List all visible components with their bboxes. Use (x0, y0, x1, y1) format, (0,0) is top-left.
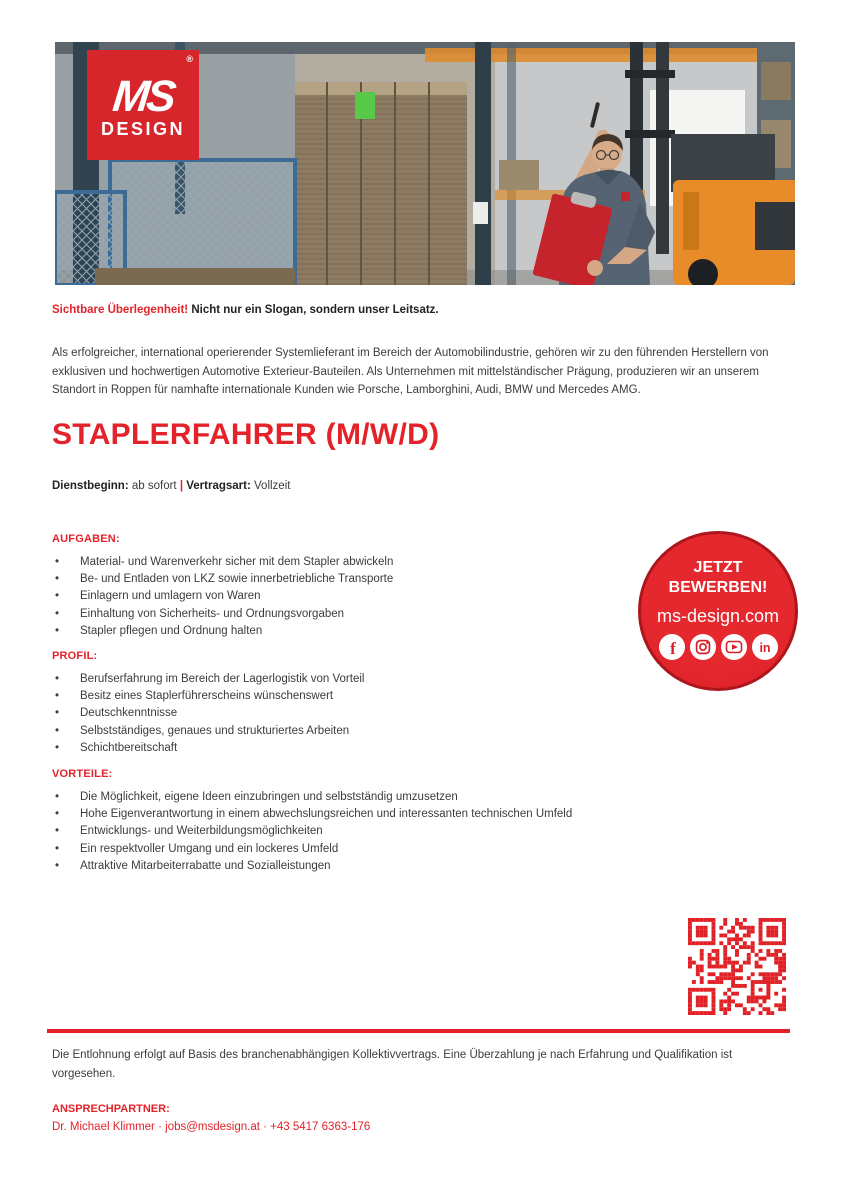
bullet-icon: • (55, 573, 60, 586)
header-photo (55, 42, 795, 285)
list-item-text: Hohe Eigenverantwortung in einem abwechslungsreichen und interessanten technischen Umfeld (80, 808, 573, 821)
list-item-text: Besitz eines Staplerführerscheins wünschenswert (80, 690, 334, 703)
contact-email[interactable]: jobs@msdesign.at (165, 1121, 260, 1133)
bullet-icon: • (55, 842, 60, 855)
bullet-list (52, 789, 632, 875)
list-item (52, 858, 632, 875)
list-item-text: Attraktive Mitarbeiterrabatte und Sozialleistungen (80, 859, 331, 872)
qr-code-image (688, 918, 786, 1015)
bullet-icon: • (55, 791, 60, 803)
list-item (52, 823, 632, 840)
contact-separator: · (263, 1121, 267, 1133)
bullet-icon: • (55, 690, 60, 703)
list-item-text: Selbstständiges, genaues und strukturiertes Arbeiten (80, 724, 350, 737)
list-item-text: Berufserfahrung im Bereich der Lagerlogistik von Vorteil (80, 673, 365, 685)
job-title: STAPLERFAHRER (M/W/D) (52, 418, 440, 451)
apply-now-badge[interactable] (638, 531, 798, 691)
website-link[interactable]: ms-design.com (656, 606, 780, 626)
list-item (52, 705, 632, 722)
list-item (52, 671, 632, 688)
list-item-text: Schichtbereitschaft (80, 741, 178, 754)
ms-design-logo (87, 50, 199, 160)
logo-wordmark-ms: MS (110, 71, 176, 121)
list-item-text: Material- und Warenverkehr sicher mit dem Stapler abwickeln (80, 556, 394, 568)
instagram-icon[interactable] (690, 634, 716, 660)
section-aufgaben (52, 533, 632, 640)
bullet-icon: • (55, 607, 60, 620)
contract-label: Vertragsart: (186, 480, 251, 492)
intro-line (52, 304, 798, 316)
youtube-icon[interactable] (721, 634, 747, 660)
bullet-list (52, 554, 632, 640)
list-item-text: Stapler pflegen und Ordnung halten (80, 624, 263, 637)
list-item-text: Entwicklungs- und Weiterbildungsmöglichkeiten (80, 825, 323, 838)
list-item (52, 806, 632, 823)
contact-name: Dr. Michael Klimmer (52, 1121, 155, 1133)
contract-value: Vollzeit (254, 480, 291, 492)
svg-text:f: f (669, 639, 676, 658)
list-item (52, 571, 632, 588)
bullet-icon: • (55, 590, 60, 603)
list-item (52, 623, 632, 640)
list-item-text: Die Möglichkeit, eigene Ideen einzubringen und selbstständig umzusetzen (80, 791, 458, 803)
start-value: ab sofort (131, 480, 177, 492)
footer-divider (47, 1029, 790, 1033)
intro-highlight: Sichtbare Überlegenheit! (52, 304, 189, 316)
section-profil (52, 650, 632, 757)
intro-slogan: Nicht nur ein Slogan, sondern unser Leitsatz. (191, 304, 439, 316)
section-heading: VORTEILE: (52, 768, 113, 780)
bullet-icon: • (55, 673, 60, 685)
job-meta-line (52, 480, 798, 492)
section-heading: AUFGABEN: (52, 533, 120, 545)
list-item-text: Be- und Entladen von LKZ sowie innerbetriebliche Transporte (80, 573, 394, 586)
bullet-icon: • (55, 859, 60, 872)
badge-line2: BEWERBEN! (668, 579, 768, 596)
bullet-icon: • (55, 624, 60, 637)
list-item (52, 688, 632, 705)
facebook-icon[interactable] (659, 634, 685, 660)
section-vorteile (52, 768, 632, 875)
contact-heading: ANSPRECHPARTNER: (52, 1103, 170, 1115)
linkedin-icon[interactable] (752, 634, 778, 660)
bullet-icon: • (55, 741, 60, 754)
company-paragraph: Als erfolgreicher, international operierender Systemlieferant im Bereich der Automobilindustrie, gehören wir zu den führenden Herstellern von exklusiven und hochwertigen Automotive Exterieur-Bauteilen. Als Unternehmen mit mittelständischer Prägung, produzieren wir an unserem Standort in Roppen für namhafte internationale Kunden wie Porsche, Lamborghini, Audi, BMW und Mercedes AMG. (52, 347, 769, 396)
qr-code (688, 918, 786, 1015)
logo-wordmark-design: DESIGN (100, 118, 185, 139)
list-item-text: Einlagern und umlagern von Waren (80, 590, 261, 603)
bullet-icon: • (55, 825, 60, 838)
bullet-list (52, 671, 632, 757)
bullet-icon: • (55, 808, 60, 821)
list-item (52, 588, 632, 605)
bullet-icon: • (55, 724, 60, 737)
registered-trademark: ® (186, 54, 193, 64)
list-item-text: Einhaltung von Sicherheits- und Ordnungsvorgaben (80, 607, 345, 620)
bullet-icon: • (55, 556, 60, 568)
badge-line1: JETZT (693, 559, 743, 576)
list-item (52, 554, 632, 571)
list-item (52, 606, 632, 623)
bullet-icon: • (55, 707, 60, 720)
contact-separator: · (158, 1121, 162, 1133)
contact-line (52, 1121, 798, 1133)
social-icons-row (659, 634, 778, 660)
start-label: Dienstbeginn: (52, 480, 129, 492)
list-item (52, 740, 632, 757)
salary-note: Die Entlohnung erfolgt auf Basis des branchenabhängigen Kollektivvertrags. Eine Überzahlung je nach Erfahrung und Qualifikation ist vorgesehen. (52, 1049, 733, 1080)
meta-separator: | (179, 480, 184, 492)
list-item (52, 723, 632, 740)
list-item-text: Deutschkenntnisse (80, 707, 178, 720)
section-heading: PROFIL: (52, 650, 98, 662)
svg-text:in: in (758, 641, 771, 655)
list-item-text: Ein respektvoller Umgang und ein lockeres Umfeld (80, 842, 339, 855)
contact-phone: +43 5417 6363-176 (270, 1121, 371, 1133)
list-item (52, 789, 632, 806)
list-item (52, 841, 632, 858)
